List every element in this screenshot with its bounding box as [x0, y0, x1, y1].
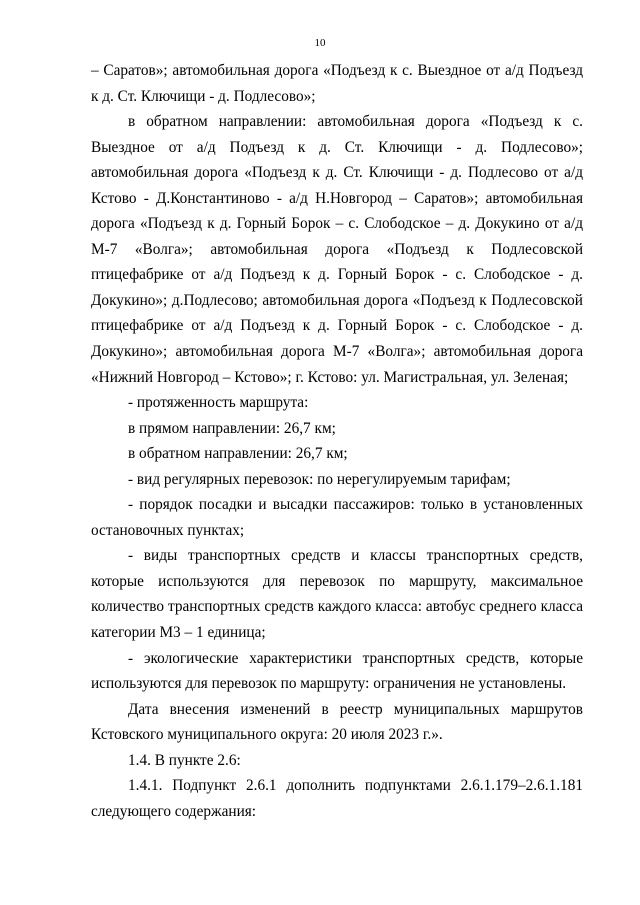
paragraph-route-length: - протяженность маршрута:: [128, 394, 309, 412]
paragraph-section-1-4-1: 1.4.1. Подпункт 2.6.1 дополнить подпунктами 2.6.1.179–2.6.1.181 следующего содержания:: [91, 777, 583, 820]
paragraph-section-1-4: 1.4. В пункте 2.6:: [128, 751, 241, 769]
paragraph-vehicle-classes: - виды транспортных средств и классы транспортных средств, которые используются для перевозок по маршруту, максимальное количество транспортных средств каждого класса: автобус среднего класса категории М3 – 1 единица;: [91, 547, 583, 642]
paragraph-route-continuation: – Саратов»; автомобильная дорога «Подъезд к с. Выездное от а/д Подъезд к д. Ст. Ключищи - д. Подлесово»;: [91, 62, 583, 105]
document-body: [91, 58, 583, 824]
paragraph-reverse-direction: в обратном направлении: автомобильная дорога «Подъезд к с. Выездное от а/д Подъезд к д. Ст. Ключищи - д. Подлесово»; автомобильная дорога «Подъезд к д. Ст. Ключищи - д. Подлесово от а/д Кстово - Д.Константиново - а/д Н.Новгород – Саратов»; автомобильная дорога «Подъезд к д. Горный Борок – с. Слободское – д. Докукино от а/д М-7 «Волга»; автомобильная дорога «Подъезд к Подлесовской птицефабрике от а/д Подъезд к д. Горный Борок - с. Слободское - д. Докукино»; д.Подлесово; автомобильная дорога «Подъезд к Подлесовской птицефабрике от а/д Подъезд к д. Горный Борок - с. Слободское - д. Докукино»; автомобильная дорога М-7 «Волга»; автомобильная дорога «Нижний Новгород – Кстово»; г. Кстово: ул. Магистральная, ул. Зеленая;: [91, 113, 583, 386]
paragraph-registry-change-date: Дата внесения изменений в реестр муниципальных маршрутов Кстовского муниципального округа: 20 июля 2023 г.».: [91, 700, 583, 744]
paragraph-reverse-length: в обратном направлении: 26,7 км;: [128, 445, 348, 463]
paragraph-boarding-order: - порядок посадки и высадки пассажиров: только в установленных остановочных пунктах;: [91, 496, 583, 539]
paragraph-forward-length: в прямом направлении: 26,7 км;: [128, 419, 336, 437]
page-number: 10: [314, 37, 326, 49]
paragraph-ecological-characteristics: - экологические характеристики транспортных средств, которые используются для перевозок по маршруту: ограничения не установлены.: [91, 649, 583, 693]
paragraph-transport-type: - вид регулярных перевозок: по нерегулируемым тарифам;: [128, 470, 511, 488]
